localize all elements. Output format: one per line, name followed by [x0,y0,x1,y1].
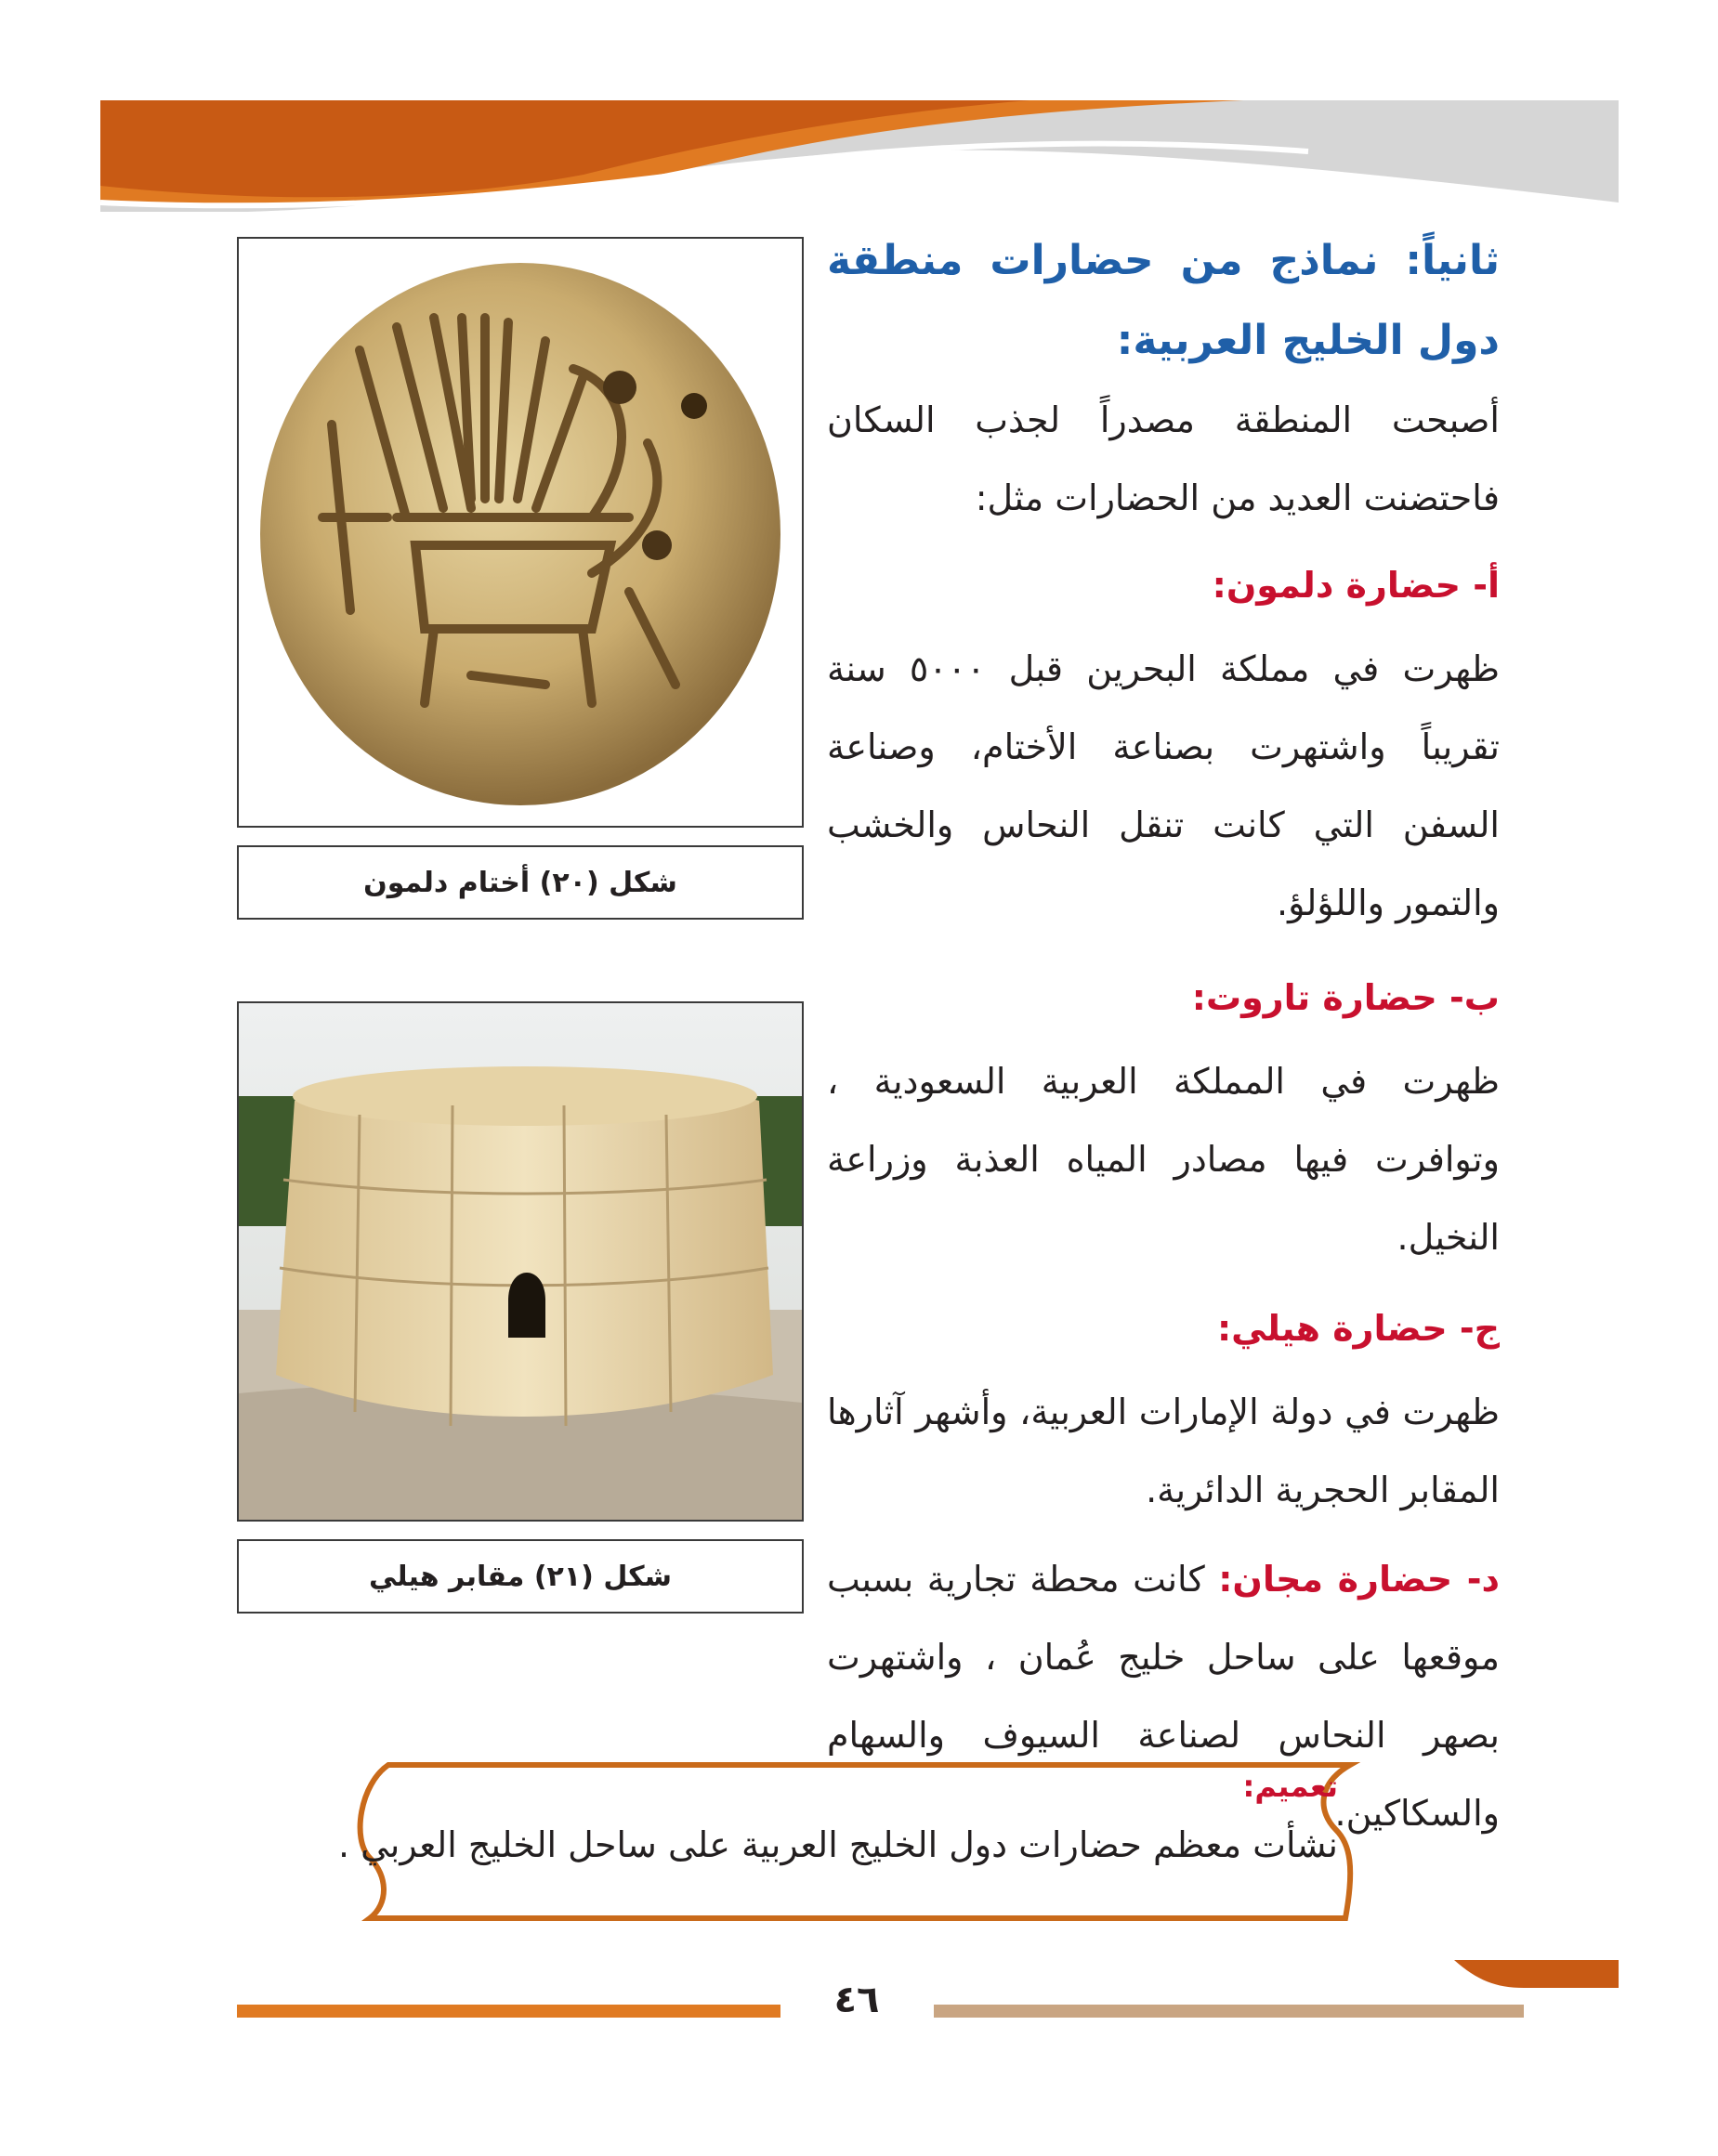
page-number: ٤٦ [833,1979,880,2021]
hili-tomb-image [239,1003,802,1520]
header-decorative-band [100,100,1619,212]
generalization-text: نشأت معظم حضارات دول الخليج العربية على ساحل الخليج العربي . [337,1824,1338,1865]
text-magan: كانت محطة تجارية بسبب موقعها على ساحل خليج عُمان ، واشتهرت بصهر النحاس لصناعة السيوف والسهام والسكاكين. [827,1559,1500,1834]
dilmun-seal-image [239,239,802,826]
heading-dilmun: أ- حضارة دلمون: [1212,565,1500,606]
figure-dilmun-seal [237,237,804,828]
heading-tarut: ب- حضارة تاروت: [1191,977,1500,1018]
section-intro: أصبحت المنطقة مصدراً لجذب السكان فاحتضنت العديد من الحضارات مثل: [827,399,1500,518]
text-hili: ظهرت في دولة الإمارات العربية، وأشهر آثارها المقابر الحجرية الدائرية. [827,1392,1500,1510]
generalization-title: تعميم: [1242,1769,1338,1804]
heading-magan: د- حضارة مجان: [1218,1559,1500,1600]
figure-hili-caption: شكل (٢١) مقابر هيلي [237,1539,804,1614]
heading-hili: ج- حضارة هيلي: [1216,1308,1500,1349]
section-title: ثانياً: نماذج من حضارات منطقة دول الخليج العربية: [827,237,1500,364]
figure-dilmun-caption: شكل (٢٠) أختام دلمون [237,845,804,920]
text-dilmun: ظهرت في مملكة البحرين قبل ٥٠٠٠ سنة تقريباً واشتهرت بصناعة الأختام، وصناعة السفن التي كانت تنقل النحاس والخشب والتمور واللؤلؤ. [827,648,1500,923]
text-tarut: ظهرت في المملكة العربية السعودية ، وتوافرت فيها مصادر المياه العذبة وزراعة النخيل. [827,1061,1500,1258]
figure-hili-tomb [237,1001,804,1522]
main-text-column [827,221,1500,1852]
generalization-box [333,1756,1383,1932]
